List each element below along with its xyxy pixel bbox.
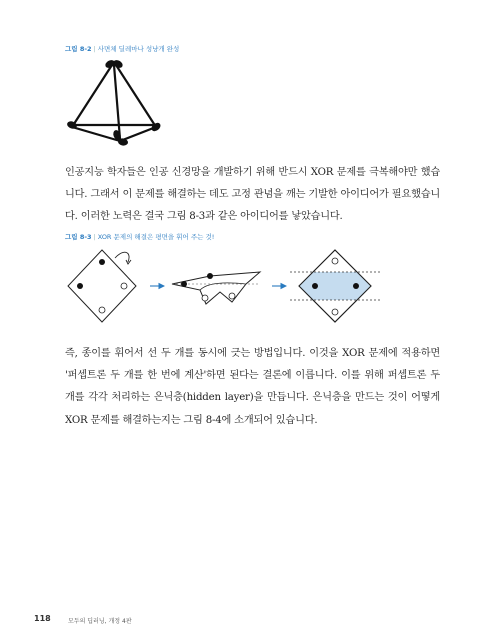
hollow-dot <box>121 283 127 289</box>
matchstick-tetrahedron-figure <box>60 55 170 150</box>
running-footer-title: 모두의 딥러닝, 개정 4판 <box>68 618 132 625</box>
paper-bending-figure <box>60 240 380 335</box>
body-paragraph-2: 즉, 종이를 휘어서 선 두 개를 동시에 긋는 방법입니다. 이것을 XOR 문제에 적용하면 '퍼셉트론 두 개를 한 번에 계산'하면 된다는 결론에 이릅니다. 이를 위해 퍼셉트론 두 개를 각각 처리하는 은닉층(hidden layer)을 만듭니다. 은닉층을 만드는 것이 어떻게 XOR 문제를 해결하는지는 그림 8-4에 소개되어 있습니다. <box>65 348 440 426</box>
figure-number: 그림 8-2 <box>65 45 92 53</box>
hollow-dot <box>332 309 338 315</box>
matchstick <box>72 65 112 127</box>
flat-paper-diamond <box>68 250 136 322</box>
matchstick <box>114 65 120 139</box>
body-paragraph-1: 인공지능 학자들은 인공 신경망을 개발하기 위해 반드시 XOR 문제를 극복해야만 했습니다. 그래서 이 문제를 해결하는 데도 고정 관념을 깨는 기발한 아이디어가 필요했습니다. 이러한 노력은 결국 그림 8-3과 같은 아이디어를 낳았습니다. <box>65 167 440 223</box>
filled-dot <box>353 283 359 289</box>
figure-caption-text: XOR 문제의 해결은 평면을 휘어 주는 것! <box>97 233 215 241</box>
filled-dot <box>99 307 105 313</box>
curl-arrow-icon <box>115 252 129 262</box>
hollow-dot <box>229 293 235 299</box>
filled-dot <box>312 283 318 289</box>
filled-dot <box>99 259 105 265</box>
figure-caption-8-3: 그림 8-3 | XOR 문제의 해결은 평면을 휘어 주는 것! <box>65 233 215 241</box>
hollow-dot <box>202 295 208 301</box>
filled-dot <box>207 273 213 279</box>
hollow-dot <box>332 258 338 264</box>
figure-number: 그림 8-3 <box>65 233 92 241</box>
match-head <box>150 121 162 133</box>
figure-caption-text: 사면체 딜레마나 성냥개 완성 <box>97 45 180 53</box>
page-number: 118 <box>34 614 51 623</box>
matchstick <box>72 127 120 141</box>
matchstick <box>116 65 156 127</box>
separated-paper-diamond <box>290 250 380 322</box>
filled-dot <box>77 283 83 289</box>
figure-caption-8-2: 그림 8-2 | 사면체 딜레마나 성냥개 완성 <box>65 45 180 53</box>
filled-dot <box>181 281 187 287</box>
matchstick <box>120 127 156 141</box>
curled-paper <box>172 272 260 304</box>
